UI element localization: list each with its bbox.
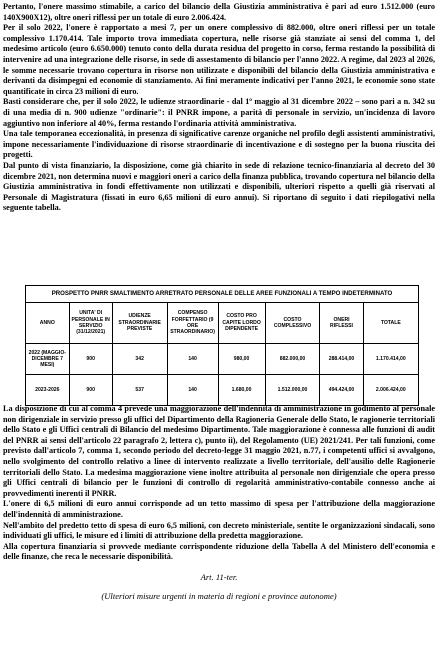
paragraph-udienze: Basti considerare che, per il solo 2022, le udienze straordinarie - dal 1º maggio al 31 dicembre 2022 – sono pari a n. 342 su di una media di n. 900 udienze "ordinarie": il PNRR impone, a parità di personale in servizio, un'incidenza di lavoro aggiuntivo non inferiore al 40%, ferma restando l'ordinaria attività amministrativa. xyxy=(3,97,435,128)
header-oneri-riflessi: ONERI RIFLESSI xyxy=(320,303,363,344)
header-unita: UNITA' DI PERSONALE IN SERVIZIO (31/12/2021) xyxy=(69,303,112,344)
paragraph-onere-6-5: L'onere di 6,5 milioni di euro annui corrisponde ad un tetto massimo di spesa per l'attribuzione della maggiorazione dell'indennità di amministrazione. xyxy=(3,499,435,519)
article-subtitle: (Ulteriori misure urgenti in materia di regioni e province autonome) xyxy=(101,590,337,601)
table-title: PROSPETTO PNRR SMALTIMENTO ARRETRATO PERSONALE DELLE AREE FUNZIONALI A TEMPO INDETERMINATO xyxy=(26,286,418,303)
table-cell: 140 xyxy=(167,344,218,375)
header-compenso: COMPENSO FORFETTARIO (9 ORE STRAORDINARIO) xyxy=(167,303,218,344)
paragraph-onere-massimo: Pertanto, l'onere massimo stimabile, a carico del bilancio della Giustizia amministrativa è pari ad euro 1.512.000 (euro 140X900X12), oltre oneri riflessi per un totale di euro 2.006.424. xyxy=(3,2,435,22)
header-udienze: UDIENZE STRAORDINARIE PREVISTE xyxy=(112,303,167,344)
table-cell: 900 xyxy=(69,344,112,375)
lower-text xyxy=(3,404,435,601)
table-cell: 537 xyxy=(112,375,167,406)
table-cell: 900 xyxy=(69,375,112,406)
table-cell: 140 xyxy=(167,375,218,406)
data-table xyxy=(26,303,418,405)
paragraph-tetto-spesa: Nell'ambito del predetto tetto di spesa di euro 6,5 milioni, con decreto ministeriale, sentite le organizzazioni sindacali, sono individuati gli uffici, le misure ed i limiti di attribuzione della predetta maggiorazione. xyxy=(3,520,435,541)
paragraph-copertura: Alla copertura finanziaria si provvede mediante corrispondente riduzione della Tabella A del Ministero dell'economia e delle finanze, che reca le necessarie disponibilità. xyxy=(3,541,435,562)
table-cell: 2022 (MAGGIO-DICEMBRE 7 MESI) xyxy=(26,344,69,375)
table-row xyxy=(26,344,418,375)
table-cell: 1.170.414,00 xyxy=(363,344,418,375)
paragraph-comma-4: La disposizione di cui al comma 4 prevede una maggiorazione dell'indennità di amministrazione in godimento al personale non dirigenziale in servizio presso gli uffici del Dipartimento della Ragioneria Generale dello Stato, le ragionerie territoriali dello Stato e gli Uffici centrali di Bilancio del medesimo Dipartimento. Tale maggiorazione è connessa alle funzioni di audit del PNRR ai sensi dell'articolo 22 paragrafo 2, lettera c), punto ii), del Regolamento (UE) 2021/241. Per tali funzioni, come previsto dall'articolo 7, comma 1, secondo periodo del decreto-legge 31 maggio 2021, n.77, i competenti uffici si avvalgono, nello svolgimento del controllo relativo a linee di intervento realizzate a livello territoriale, dell'ausilio delle Ragionerie territoriali dello Stato. La medesima maggiorazione viene inoltre attribuita al personale non dirigenziale che opera presso gli Uffici centrali di bilancio per le funzioni di controllo di regolarità amministrativo-contabile connesso anche ai provvedimenti inerenti il PNRR. xyxy=(3,404,435,498)
table-cell: 494.424,00 xyxy=(320,375,363,406)
paragraph-eccezionalita: Una tale temporanea eccezionalità, in presenza di significative carenze organiche nel profilo degli assistenti amministrativi, impone necessariamente l'individuazione di risorse straordinarie di incentivazione e di sostegno per la buona riuscita dei progetti. xyxy=(3,129,435,160)
table-cell: 2.006.424,00 xyxy=(363,375,418,406)
table-cell: 1.680,00 xyxy=(218,375,265,406)
header-costo-complessivo: COSTO COMPLESSIVO xyxy=(265,303,320,344)
table-cell: 342 xyxy=(112,344,167,375)
table-header-row xyxy=(26,303,418,344)
header-costo-pro-capite: COSTO PRO CAPITE LORDO DIPENDENTE xyxy=(218,303,265,344)
header-anno: ANNO xyxy=(26,303,69,344)
header-totale: TOTALE xyxy=(363,303,418,344)
article-number: Art. 11-ter. xyxy=(200,571,238,582)
upper-text xyxy=(3,2,435,214)
table-cell: 2023-2026 xyxy=(26,375,69,406)
table-cell: 882.000,00 xyxy=(265,344,320,375)
pnrr-table xyxy=(25,285,419,406)
table-cell: 980,00 xyxy=(218,344,265,375)
paragraph-2022: Per il solo 2022, l'onere è rapportato a mesi 7, per un onere complessivo di 882.000, oltre oneri riflessi per un totale complessivo 1.170.414. Tale importo trova immediata copertura, nelle risorse già stanziate ai sensi del comma 1, del medesimo articolo (euro 6.650.000) tenuto conto della durata residua del progetto in corso, ferma restando la possibilità di intervenire ad una integrazione delle risorse, in sede di assestamento di bilancio per l'anno 2022. A regime, dal 2023 al 2026, le somme necessarie trovano copertura in risorse non utilizzate e disponibili del bilancio della Giustizia amministrativa e derivanti da disimpegni ed economie di stanziamento. Ai fini meramente indicativi per l'anno 2021, le economie sono state quantificate in circa 23 milioni di euro. xyxy=(3,23,435,96)
table-cell: 288.414,00 xyxy=(320,344,363,375)
paragraph-finanziario: Dal punto di vista finanziario, la disposizione, come già chiarito in sede di relazione tecnico-finanziaria al decreto del 30 dicembre 2021, non determina nuovi e maggiori oneri a carico della finanza pubblica, trovando copertura nel bilancio della Giustizia amministrativa in fondi effettivamente non utilizzati e disponibili, ulteriori rispetto a quelli già riservati al Personale di Magistratura (fissati in euro 6,65 milioni di euro annui). Si riportano di seguito i dati riepilogativi nella seguente tabella. xyxy=(3,160,435,213)
table-row xyxy=(26,375,418,406)
table-cell: 1.512.000,00 xyxy=(265,375,320,406)
